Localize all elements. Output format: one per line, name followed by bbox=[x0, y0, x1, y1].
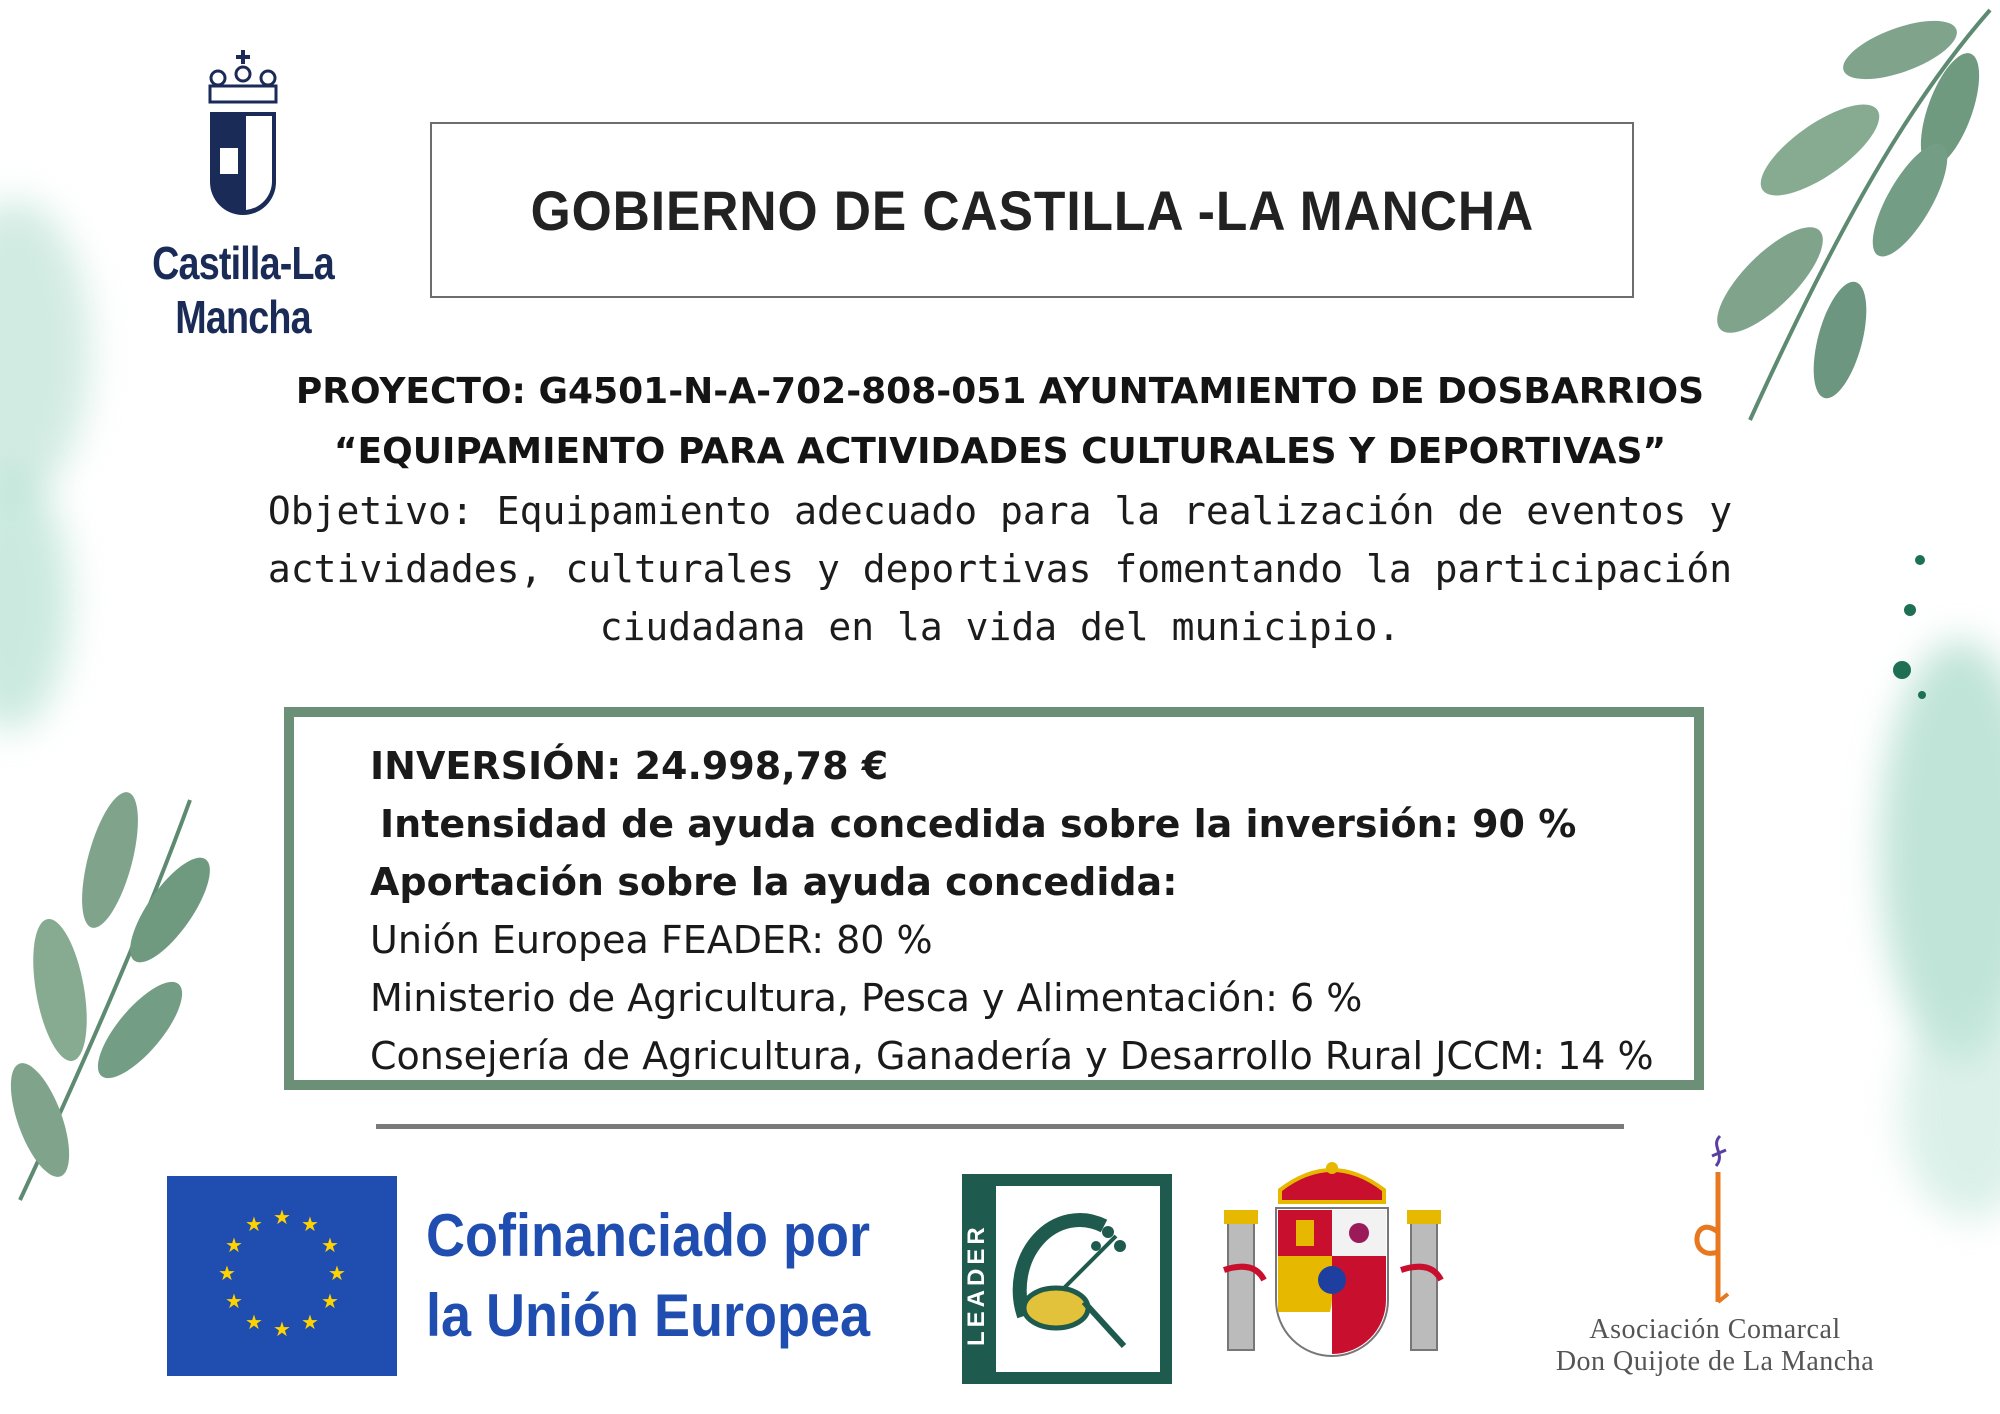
asociacion-name bbox=[1500, 1314, 1930, 1378]
svg-text:★: ★ bbox=[321, 1289, 339, 1313]
eu-text-line-2: la Unión Europea bbox=[426, 1282, 871, 1349]
contribution-item: Consejería de Agricultura, Ganadería y Desarrollo Rural JCCM: 14 % bbox=[370, 1034, 1654, 1078]
svg-text:★: ★ bbox=[245, 1212, 263, 1236]
quixote-figure-icon bbox=[1670, 1132, 1760, 1312]
investment-box bbox=[284, 707, 1704, 1090]
spain-coat-of-arms-icon bbox=[1220, 1160, 1445, 1380]
eu-flag-logo bbox=[167, 1176, 397, 1376]
project-title-line: “EQUIPAMIENTO PARA ACTIVIDADES CULTURALES Y DEPORTIVAS” bbox=[333, 431, 1667, 472]
objective-line-1: Objetivo: Equipamiento adecuado para la realización de eventos y bbox=[267, 489, 1733, 533]
svg-text:★: ★ bbox=[273, 1317, 291, 1341]
eu-cofinanced-text bbox=[426, 1196, 870, 1356]
svg-text:★: ★ bbox=[328, 1261, 346, 1285]
leader-logo-panel bbox=[996, 1186, 1160, 1372]
leaf-branch-bottom-left-icon bbox=[0, 790, 220, 1210]
government-title-box bbox=[430, 122, 1634, 298]
objective-line-3: ciudadana en la vida del municipio. bbox=[599, 605, 1401, 649]
aid-intensity: Intensidad de ayuda concedida sobre la inversión: 90 % bbox=[380, 802, 1577, 846]
svg-text:★: ★ bbox=[225, 1289, 243, 1313]
svg-text:★: ★ bbox=[321, 1233, 339, 1257]
government-title: GOBIERNO DE CASTILLA -LA MANCHA bbox=[530, 178, 1534, 242]
castilla-la-mancha-logo bbox=[78, 50, 408, 343]
project-code-line: PROYECTO: G4501-N-A-702-808-051 AYUNTAMIENTO DE DOSBARRIOS bbox=[295, 371, 1705, 412]
watercolor-left-mid bbox=[0, 470, 70, 730]
svg-text:★: ★ bbox=[301, 1310, 319, 1334]
objective-line-2: actividades, culturales y deportivas fomentando la participación bbox=[267, 547, 1733, 591]
leader-logo bbox=[962, 1174, 1172, 1384]
asociacion-comarcal-logo bbox=[1500, 1126, 1930, 1386]
leader-basket-icon bbox=[996, 1186, 1160, 1372]
paint-splatter-dots-icon bbox=[1880, 550, 1940, 710]
contribution-item: Ministerio de Agricultura, Pesca y Alimentación: 6 % bbox=[370, 976, 1363, 1020]
clm-coat-of-arms-icon bbox=[198, 50, 288, 230]
svg-text:★: ★ bbox=[301, 1212, 319, 1236]
contribution-title: Aportación sobre la ayuda concedida: bbox=[370, 860, 1178, 904]
project-section bbox=[200, 362, 1800, 656]
footer-divider bbox=[376, 1124, 1624, 1129]
contribution-item: Unión Europea FEADER: 80 % bbox=[370, 918, 933, 962]
clm-logo-name: Castilla-La Mancha bbox=[152, 237, 334, 343]
asociacion-name-line-2: Don Quijote de La Mancha bbox=[1555, 1346, 1875, 1377]
svg-text:★: ★ bbox=[245, 1310, 263, 1334]
investment-amount: INVERSIÓN: 24.998,78 € bbox=[370, 744, 889, 788]
svg-text:★: ★ bbox=[218, 1261, 236, 1285]
svg-text:★: ★ bbox=[225, 1233, 243, 1257]
svg-text:★: ★ bbox=[273, 1205, 291, 1229]
asociacion-name-line-1: Asociación Comarcal bbox=[1589, 1314, 1841, 1345]
leader-label: LEADER bbox=[963, 1223, 990, 1346]
eu-text-line-1: Cofinanciado por bbox=[426, 1202, 871, 1269]
eu-stars-icon bbox=[167, 1176, 397, 1376]
watercolor-left-top bbox=[0, 200, 90, 500]
